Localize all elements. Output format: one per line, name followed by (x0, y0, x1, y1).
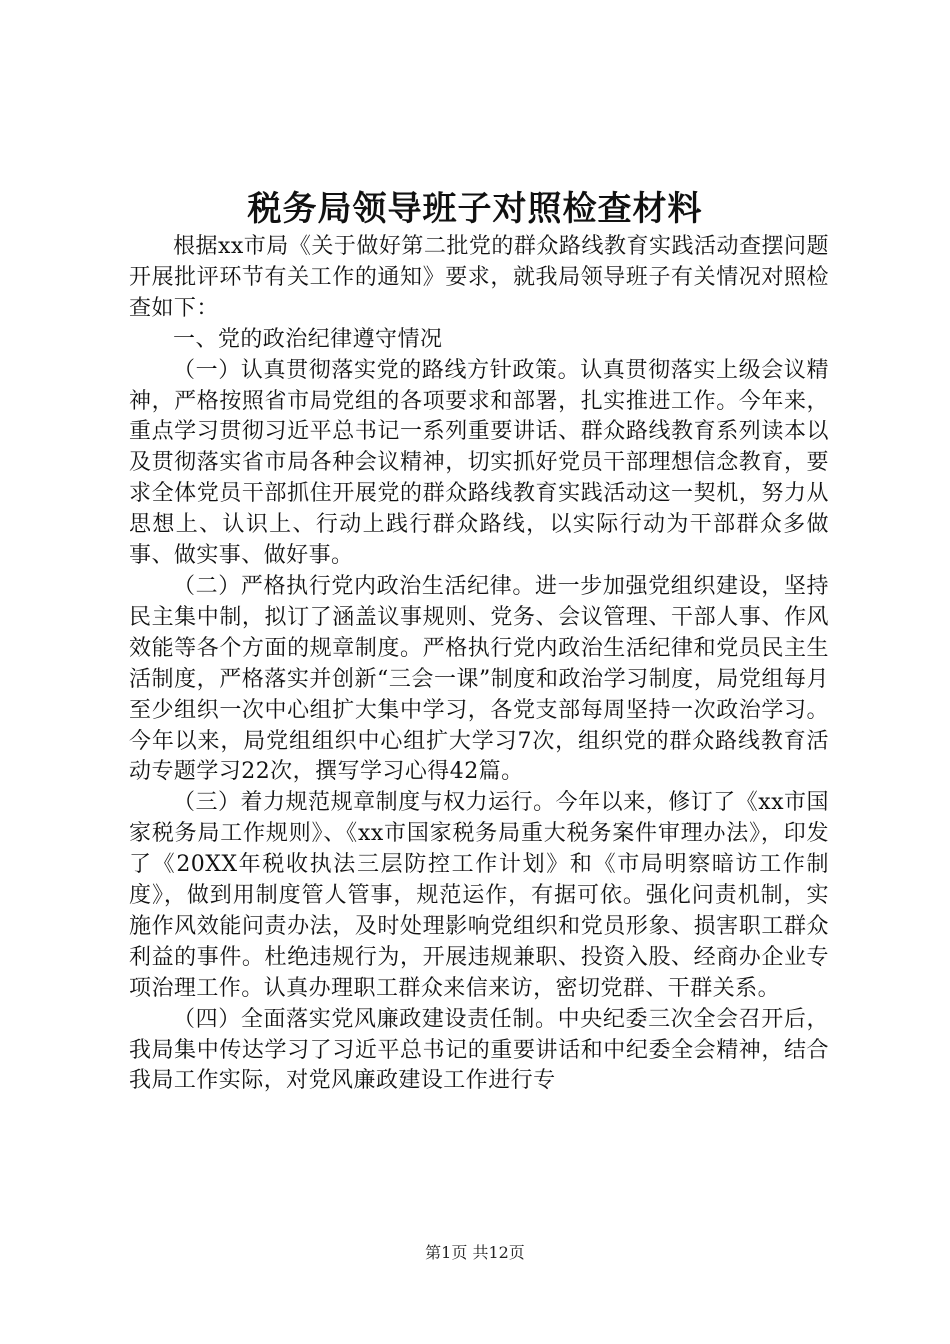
document-title: 税务局领导班子对照检查材料 (247, 189, 703, 229)
paragraph-item-2: （二）严格执行党内政治生活纪律。进一步加强党组织建设，坚持民主集中制，拟订了涵盖议事规则、党务、会议管理、干部人事、作风效能等各个方面的规章制度。严格执行党内政治生活纪律和党员民主生活制度，严格落实并创新“三会一课”制度和政治学习制度，局党组每月至少组织一次中心组扩大集中学习，各党支部每周坚持一次政治学习。今年以来，局党组组织中心组扩大学习7次，组织党的群众路线教育活动专题学习22次，撰写学习心得42篇。 (129, 573, 829, 785)
paragraph-item-3: （三）着力规范规章制度与权力运行。今年以来，修订了《xx市国家税务局工作规则》、《xx市国家税务局重大税务案件审理办法》，印发了《20XX年税收执法三层防控工作计划》和《市局明察暗访工作制度》，做到用制度管人管事，规范运作，有据可依。强化问责机制，实施作风效能问责办法，及时处理影响党组织和党员形象、损害职工群众利益的事件。杜绝违规行为，开展违规兼职、投资入股、经商办企业专项治理工作。认真办理职工群众来信来访，密切党群、干群关系。 (129, 790, 829, 1001)
intro-paragraph: 根据xx市局《关于做好第二批党的群众路线教育实践活动查摆问题开展批评环节有关工作的通知》要求，就我局领导班子有关情况对照检查如下： (129, 234, 829, 321)
section-heading-political-discipline: 一、党的政治纪律遵守情况 (173, 326, 443, 352)
paragraph-item-4: （四）全面落实党风廉政建设责任制。中央纪委三次全会召开后，我局集中传达学习了习近平总书记的重要讲话和中纪委全会精神，结合我局工作实际，对党风廉政建设工作进行专 (129, 1006, 829, 1094)
paragraph-item-1: （一）认真贯彻落实党的路线方针政策。认真贯彻落实上级会议精神，严格按照省市局党组的各项要求和部署，扎实推进工作。今年来，重点学习贯彻习近平总书记一系列重要讲话、群众路线教育系列读本以及贯彻落实省市局各种会议精神，切实抓好党员干部理想信念教育，要求全体党员干部抓住开展党的群众路线教育实践活动这一契机，努力从思想上、认识上、行动上践行群众路线，以实际行动为干部群众多做事、做实事、做好事。 (129, 357, 829, 569)
page-footer: 第1页 共12页 (425, 1243, 525, 1262)
document-body (129, 232, 829, 1097)
